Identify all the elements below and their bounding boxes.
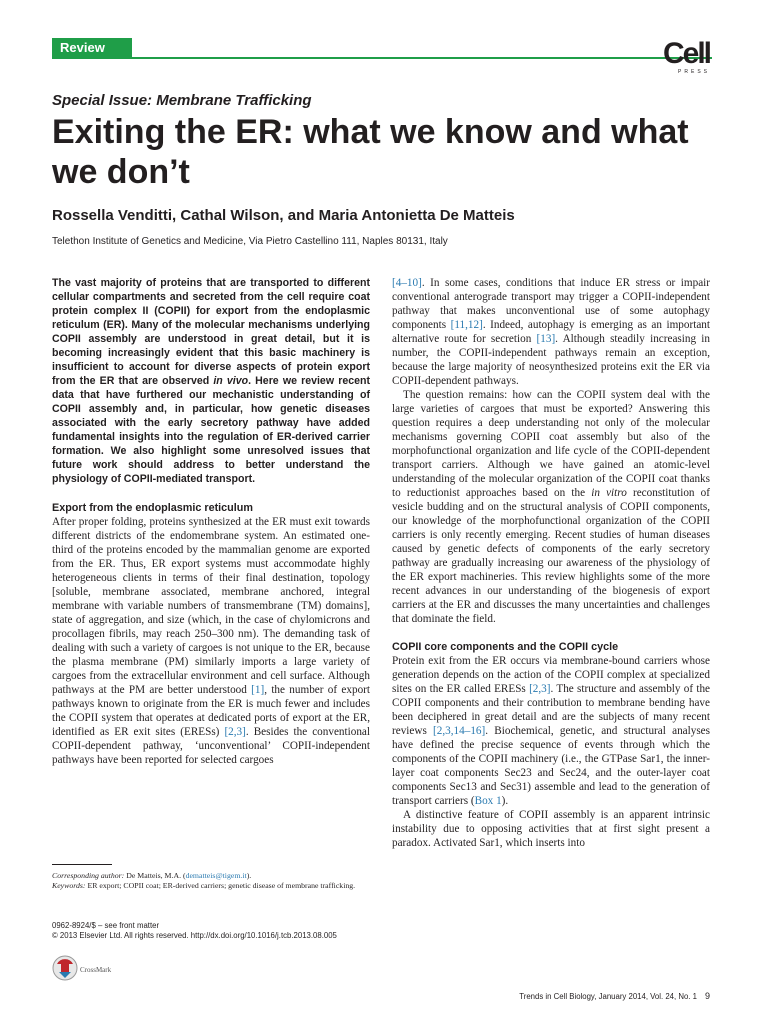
text-run: . Biochemical, genetic, and structural analyses have defined the precise sequence of events through which the components of the COPII machinery (i.e., the GTPase Sar1, the inner-layer coat components Sec23 and Sec24, and the outer-layer coat components Sec13 and Sec31) assemble and lead to the generation of transport carriers ( [392, 725, 711, 807]
text-run: . Indeed, autophagy is emerging as an important alternative route for secretion [392, 319, 710, 345]
abstract-text: . Here we review recent data that have furthered our mechanistic understanding of COPII assembly and, in particular, how genetic diseases associated with the early secretory pathway have added fundamental insights into the regulation of ER-derived carrier formation. We also highlight some unresolved issues that future work should address to better understand the physiology of COPII-mediated transport. [52, 375, 370, 485]
citation-link[interactable]: [2,3,14–16] [433, 725, 486, 737]
text-emphasis: in vitro [591, 487, 627, 499]
footnote-label: Corresponding author: [52, 871, 125, 880]
header-rule [52, 57, 712, 59]
copyright [52, 931, 337, 941]
footnote-text: ER export; COPII coat; ER-derived carriers; genetic disease of membrane trafficking. [85, 881, 356, 890]
section-body [392, 276, 710, 626]
crossmark-icon [52, 950, 112, 986]
footnote-text: ). [246, 871, 252, 880]
paragraph: A distinctive feature of COPII assembly is an apparent intrinsic instability due to opposing activities that at first sight present a paradox. Activated Sar1, which inserts into [392, 809, 710, 849]
issn-copyright [52, 921, 337, 941]
citation-link[interactable]: [2,3] [224, 726, 246, 738]
text-run: , the number of export pathways known to originate from the ER is much fewer and includes the COPII system that operates at dedicated ports of export at the ER, identified as ER exit sites (ERESs) [52, 684, 370, 738]
journal-citation: Trends in Cell Biology, January 2014, Vol. 24, No. 1 [519, 992, 697, 1001]
text-run: . Although steadily increasing in number, the COPII-independent pathways remain an exception, because the large majority of neosynthesized proteins exit the ER via COPII-dependent pathways. [392, 333, 710, 387]
text-run: . The structure and assembly of the COPII components and their contribution to membrane bending have been deciphered in great detail and are the subjects of many recent reviews [392, 683, 711, 737]
keywords [52, 881, 370, 891]
abstract-text: The vast majority of proteins that are transported to different cellular compartments and secreted from the cell require coat protein complex II (COPII) for export from the endoplasmic reticulum (ER). Many of the molecular mechanisms underlying COPII assembly are understood in great detail, but it is becoming increasingly evident that this basic machinery is insufficient to account for diverse aspects of protein export from the ER that are observed [52, 277, 370, 387]
authors: Rossella Venditti, Cathal Wilson, and Maria Antonietta De Matteis [52, 207, 515, 224]
section-heading-copii: COPII core components and the COPII cycle [392, 641, 619, 653]
citation-link[interactable]: [1] [251, 684, 265, 696]
issn: 0962-8924/$ – see front matter [52, 921, 160, 930]
section-heading-export: Export from the endoplasmic reticulum [52, 502, 253, 514]
section-tag: Review [52, 38, 132, 58]
email-link[interactable]: dematteis@tigem.it [185, 871, 247, 880]
footnote-text: De Matteis, M.A. ( [124, 871, 186, 880]
article-title: Exiting the ER: what we know and what we don’t [52, 113, 689, 191]
abstract [52, 276, 370, 486]
footnote-label: Keywords: [52, 881, 86, 890]
box-link[interactable]: Box 1 [474, 795, 502, 807]
section-body [52, 515, 370, 767]
cell-press-logo [662, 37, 710, 75]
footnote-rule [52, 864, 112, 865]
paragraph [52, 515, 370, 767]
crossmark-label: CrossMark [80, 966, 112, 974]
citation-link[interactable]: [11,12] [450, 319, 483, 331]
footnotes [52, 871, 370, 891]
page-number: 9 [704, 991, 710, 1001]
corresponding-author [52, 871, 370, 881]
paragraph [392, 388, 710, 626]
abstract-emphasis: in vivo [213, 375, 249, 387]
doi-link[interactable]: http://dx.doi.org/10.1016/j.tcb.2013.08.005 [190, 931, 337, 940]
citation-link[interactable]: [4–10] [392, 277, 422, 289]
text-run: . Besides the conventional COPII-dependent pathway, ‘unconventional’ COPII-independent pathways have been reported for selected cargoes [52, 726, 370, 766]
citation-link[interactable]: [2,3] [529, 683, 551, 695]
text-run: After proper folding, proteins synthesized at the ER must exit towards different districts of the endomembrane system. An estimated one-third of the proteins encoded by the mammalian genome are exported from the ER. Thus, ER export systems must accommodate highly heterogeneous clients in terms of their final destination, topology [soluble, membrane associated, membrane anchored, integral membrane with variable numbers of transmembrane (TM) domains], state of aggregation, and size (which, in the case of chylomicrons and procollagen fibrils, may reach 250–300 nm). The demanding task of dealing with such a variety of cargoes is not unique to the ER, because the plasma membrane (PM) similarly imports a large variety of cargoes from the extracellular environment and cell surface. Although pathways at the PM are better understood [52, 516, 370, 696]
text-run: reconstitution of vesicle budding and on the structural analysis of COPII components, our knowledge of the morphofunctional organization of the COPII carriers is only recently emerging. Recent studies of human diseases caused by genetic defects of components of the early secretory pathway are gradually increasing our awareness of the physiology of the ER export machineries. This review highlights some of the more recent advances in our understanding of the biogenesis of export carriers at the ER and discusses the many uncertainties and challenges that dominate the field. [392, 487, 710, 625]
logo-word: Cell [662, 37, 710, 70]
page-footer [519, 991, 710, 1001]
text-run: ). [501, 795, 509, 807]
paragraph [392, 654, 710, 808]
text-run: . In some cases, conditions that induce ER stress or impair conventional anterograde transport may trigger a COPII-independent pathway that makes unconventional use of some autophagy components [392, 277, 710, 331]
affiliation: Telethon Institute of Genetics and Medicine, Via Pietro Castellino 111, Naples 80131, Italy [52, 236, 448, 247]
crossmark-logo[interactable] [52, 950, 112, 986]
logo-press: PRESS [678, 69, 710, 75]
special-issue-label: Special Issue: Membrane Trafficking [52, 92, 312, 109]
copyright-text: © 2013 Elsevier Ltd. All rights reserved. [52, 931, 191, 940]
citation-link[interactable]: [13] [536, 333, 556, 345]
text-run: Protein exit from the ER occurs via membrane-bound carriers whose generation depends on the action of the COPII complex at specialized sites on the ER called ERESs [392, 655, 710, 695]
text-run: The question remains: how can the COPII system deal with the large varieties of cargoes that must be exported? Answering this question requires a deep understanding not only of the molecular mechanisms governing COPII coat assembly but also of the morphofunctional organization and life cycle of the COPII-dependent transport carriers. Although we have gained an atomic-level understanding of the molecular organization of the COPII coat thanks to reductionist approaches based on the [392, 389, 710, 499]
section-body [392, 654, 710, 850]
right-column [392, 276, 710, 850]
left-column [52, 276, 370, 767]
paragraph-continued [392, 276, 710, 388]
